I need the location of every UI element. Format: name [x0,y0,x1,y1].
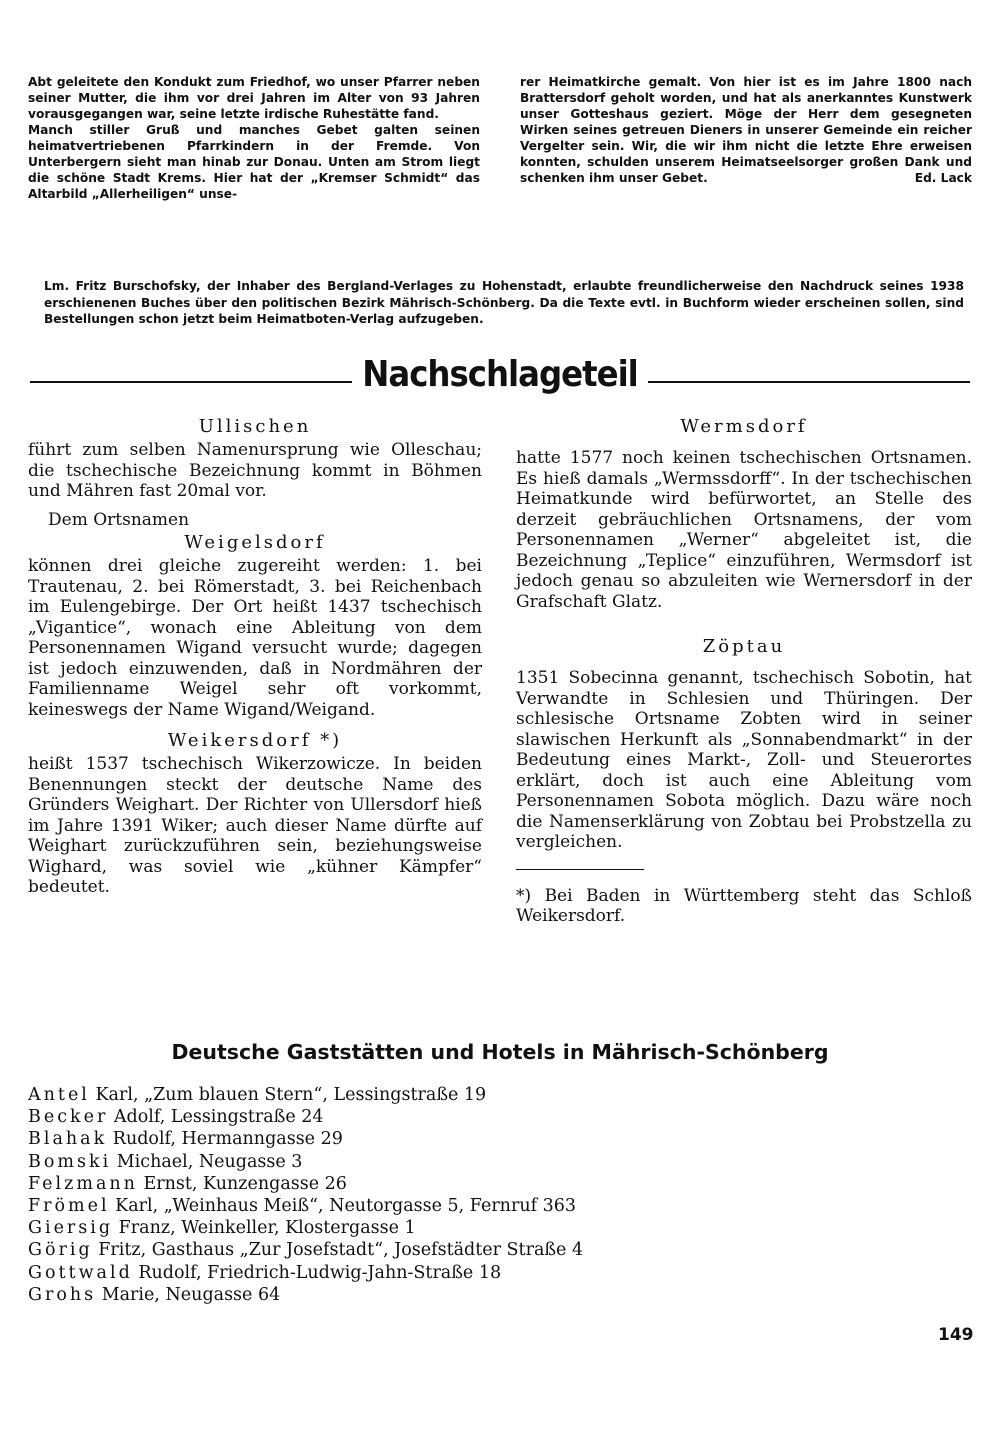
hotel-owner-name: Gottwald [28,1262,133,1283]
hotels-title: Deutsche Gaststätten und Hotels in Mährisch-Schönberg [171,1040,829,1064]
section-heading [30,350,970,400]
list-item [28,1262,928,1284]
top-right-paragraph [520,74,972,186]
list-item [28,1195,928,1217]
entry-text-zoeptau: 1351 Sobecinna genannt, tschechisch Sobotin, hat Verwandte in Schlesien und Thüringen. Der schlesische Ortsname Zobten wird in seiner slawischen Herkunft als „Sonnabendmarkt“ in der Bedeutung eines Markt-, Zoll- und Steuerortes erklärt, doch ist auch eine Ableitung vom Personennamen Sobota möglich. Dazu wäre noch die Namenserklärung von Zobtau bei Probstzella zu vergleichen. [516,668,972,852]
list-item [28,1151,928,1173]
hotel-details: Rudolf, Hermanngasse 29 [107,1129,343,1150]
signature: Ed. Lack [914,171,972,185]
heading-rule-left [30,381,352,383]
top-right-column [520,74,972,202]
hotel-owner-name: Blahak [28,1129,108,1150]
list-item [28,1173,928,1195]
hotel-owner-name: Becker [28,1107,109,1128]
top-right-text: rer Heimatkirche gemalt. Von hier ist es im Jahre 1800 nach Brattersdorf geholt worden, und hat als anerkanntes Kunstwerk unser Gotteshaus geziert. Möge der Herr dem gesegneten Wirken seines getreuen Dieners in unserer Gemeinde ein reicher Vergelter sein. Wir, die wir ihm nicht die letzte Ehre erweisen konnten, schulden unserem Heimatseelsorger großen Dank und schenken ihm unser Gebet. [520,75,972,185]
list-item [28,1128,928,1150]
heading-rule-right [648,381,970,383]
top-left-paragraph-2: Manch stiller Gruß und manches Gebet galten seinen heimatvertriebenen Pfarrkindern in der Fremde. Von Unterbergern sieht man hinab zur Donau. Unten am Strom liegt die schöne Stadt Krems. Hier hat der „Kremser Schmidt“ das Altarbild „Allerheiligen“ unse- [28,123,480,201]
list-item [28,1217,928,1239]
entry-text-wermsdorf: hatte 1577 noch keinen tschechischen Ortsnamen. Es hieß damals „Wermssdorff“. In der tschechischen Heimatkunde wird befürwortet, an Stelle des derzeit gebräuchlichen Ortsnamens, der vom Personennamen „Werner“ abgeleitet ist, die Bezeichnung „Teplice“ einzuführen, Wermsdorf ist jedoch genau so abzuleiten wie Wernersdorf in der Grafschaft Glatz. [516,448,972,612]
hotel-owner-name: Antel [28,1085,90,1105]
section-title: Nachschlageteil [362,354,638,395]
hotel-owner-name: Görig [28,1240,93,1261]
hotel-details: Marie, Neugasse 64 [96,1284,281,1305]
footnote-rule [516,869,644,870]
entry-title-weikersdorf: Weikersdorf *) [167,730,343,751]
entry-text-ullischen: führt zum selben Namenursprung wie Olleschau; die tschechische Bezeichnung kommt in Böhmen und Mähren fast 20mal vor. [28,440,482,501]
entry-title-zoeptau: Zöptau [702,636,786,657]
hotel-details: Ernst, Kunzengasse 26 [137,1173,347,1194]
top-left-paragraph-1: Abt geleitete den Kondukt zum Friedhof, wo unser Pfarrer neben seiner Mutter, die ihm vor drei Jahren im Alter von 93 Jahren vorausgegangen war, seine letzte irdische Ruhestätte fand. [28,75,480,121]
list-item [28,1106,928,1128]
entry-title-ullischen: Ullischen [198,416,312,437]
entry-text-weigelsdorf: können drei gleiche zugereiht werden: 1. bei Trautenau, 2. bei Römerstadt, 3. bei Reichenbach im Eulengebirge. Der Ort heißt 1437 tschechisch „Vigantice“, wonach eine Ableitung von dem Personennamen Wigand versucht wurde; dagegen ist jedoch einzuwenden, daß in Nordmähren der Familienname Weigel sehr oft vorkommt, keineswegs der Name Wigand/Weigand. [28,556,482,720]
entry-intro-line: Dem Ortsnamen [48,509,190,530]
hotel-details: Rudolf, Friedrich-Ludwig-Jahn-Straße 18 [132,1262,502,1283]
entries-right-column [516,414,972,927]
page-number: 149 [938,1325,974,1345]
entries-columns [28,414,972,927]
hotel-details: Michael, Neugasse 3 [111,1151,303,1172]
list-item [28,1284,928,1306]
list-item [28,1084,928,1106]
hotel-owner-name: Frömel [28,1196,110,1217]
hotel-details: Franz, Weinkeller, Klostergasse 1 [113,1218,416,1239]
hotel-details: Karl, „Zum blauen Stern“, Lessingstraße 19 [89,1085,487,1105]
hotel-list [28,1084,928,1306]
list-item [28,1239,928,1261]
entries-left-column [28,414,482,927]
hotel-details: Karl, „Weinhaus Meiß“, Neutorgasse 5, Fernruf 363 [109,1196,577,1217]
entry-text-weikersdorf: heißt 1537 tschechisch Wikerzowicze. In beiden Benennungen steckt der deutsche Name des Gründers Weighart. Der Richter von Ullersdorf hieß im Jahre 1391 Wiker; auch dieser Name dürfte auf Weighart zurückzuführen sein, beziehungsweise Wighard, was soviel wie „kühner Kämpfer“ bedeutet. [28,754,482,897]
hotel-details: Adolf, Lessingstraße 24 [108,1107,324,1128]
footnote: *) Bei Baden in Württemberg steht das Schloß Weikersdorf. [516,885,972,926]
top-left-column [28,74,480,202]
hotel-owner-name: Bomski [28,1151,112,1172]
hotel-owner-name: Grohs [28,1284,97,1305]
hotel-owner-name: Giersig [28,1218,114,1239]
hotel-owner-name: Felzmann [28,1173,138,1194]
publisher-notice: Lm. Fritz Burschofsky, der Inhaber des Bergland-Verlages zu Hohenstadt, erlaubte freundlicherweise den Nachdruck seines 1938 erschienenen Buches über den politischen Bezirk Mährisch-Schönberg. Da die Texte evtl. in Buchform wieder erscheinen sollen, sind Bestellungen schon jetzt beim Heimatboten-Verlag aufzugeben. [44,279,964,326]
entry-title-wermsdorf: Wermsdorf [680,416,808,437]
entry-title-weigelsdorf: Weigelsdorf [184,532,326,553]
hotel-details: Fritz, Gasthaus „Zur Josefstadt“, Josefstädter Straße 4 [92,1240,584,1261]
top-continuation [28,74,972,202]
